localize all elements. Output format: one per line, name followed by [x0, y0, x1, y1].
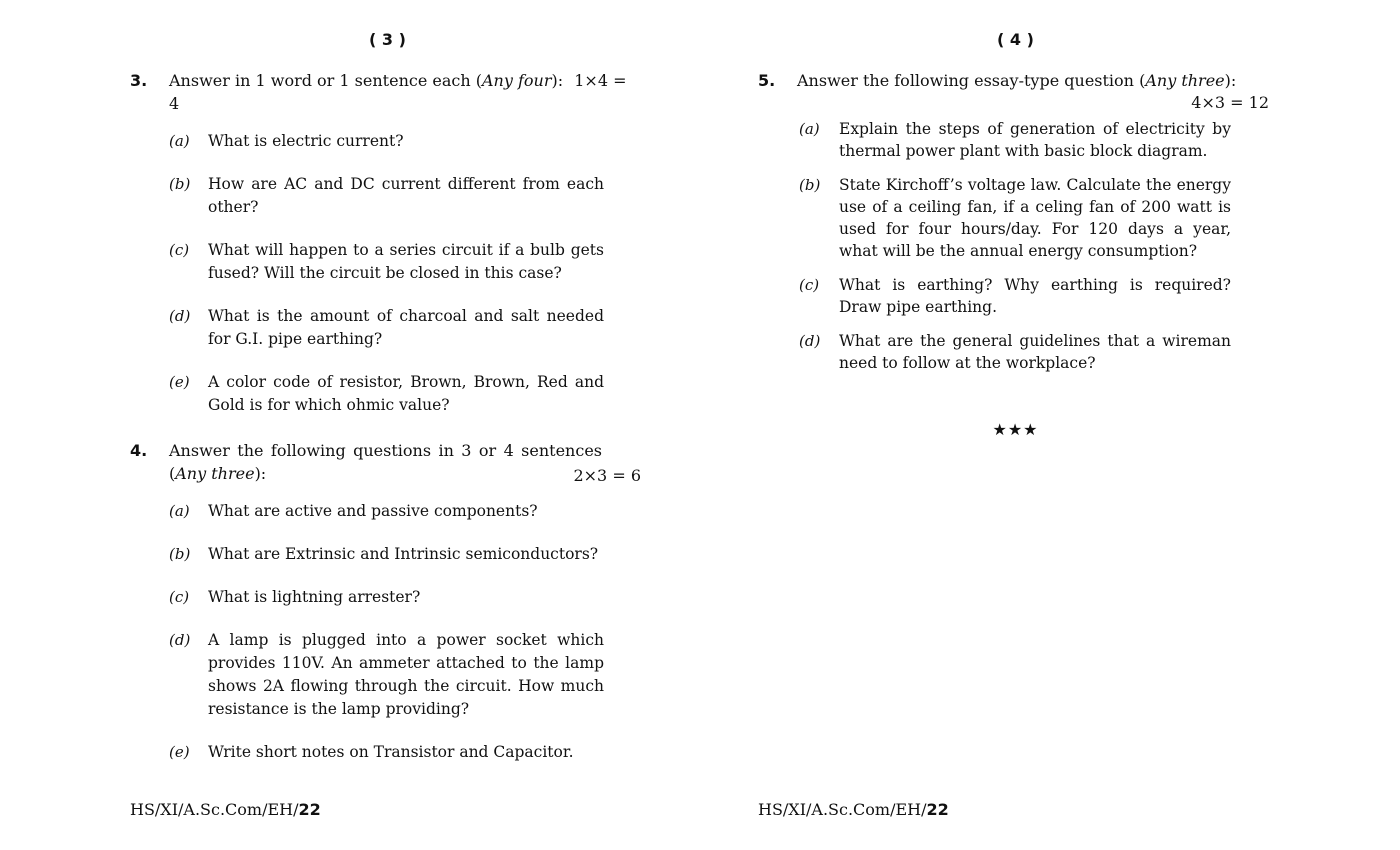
page-left [130, 0, 645, 850]
sub-text: What is the amount of charcoal and salt needed for G.I. pipe earthing? [208, 307, 604, 348]
sub-letter: (c) [799, 276, 820, 294]
sub-question [169, 305, 604, 351]
page-number: ( 4 ) [997, 30, 1034, 49]
sub-letter: (d) [169, 307, 191, 325]
question-number: 5. [758, 71, 776, 90]
sub-question [169, 173, 604, 219]
question-number: 4. [130, 441, 148, 460]
sub-question [169, 741, 604, 764]
sub-text: What are active and passive components? [208, 502, 538, 520]
sub-letter: (c) [169, 588, 190, 606]
marks: 2×3 = 6 [573, 466, 641, 485]
sub-question [799, 274, 1231, 318]
sub-question [169, 629, 604, 721]
question-instruction [169, 69, 641, 115]
sub-text: What will happen to a series circuit if a bulb gets fused? Will the circuit be closed in this case? [208, 241, 604, 282]
question-instruction [169, 439, 641, 485]
choice-text: Any four [482, 71, 552, 90]
question-5 [758, 69, 1273, 374]
sub-question [169, 543, 604, 566]
end-of-paper-stars: ★★★ [992, 420, 1039, 439]
question-3 [130, 69, 645, 417]
sub-text: A lamp is plugged into a power socket which provides 110V. An ammeter attached to the lamp shows 2A flowing through the circuit. How much resistance is the lamp providing? [208, 631, 604, 718]
instruction-text: Answer in 1 word or 1 sentence each [169, 71, 471, 90]
sub-text: Explain the steps of generation of electricity by thermal power plant with basic block diagram. [839, 120, 1231, 160]
sub-letter: (e) [169, 743, 190, 761]
page-number: ( 3 ) [369, 30, 406, 49]
sub-question [169, 130, 604, 153]
sub-text: What is electric current? [208, 132, 404, 150]
footer-code-text: HS/XI/A.Sc.Com/EH/ [130, 800, 299, 819]
choice-text: Any three [175, 464, 255, 483]
sub-questions [169, 500, 604, 764]
choice-text: Any three [1145, 71, 1225, 90]
sub-text: Write short notes on Transistor and Capacitor. [208, 743, 574, 761]
sub-question [169, 371, 604, 417]
sub-letter: (b) [799, 176, 821, 194]
footer-code [130, 800, 321, 819]
sub-letter: (e) [169, 373, 190, 391]
sub-letter: (a) [169, 132, 190, 150]
sub-text: How are AC and DC current different from each other? [208, 175, 604, 216]
sub-text: What are the general guidelines that a wireman need to follow at the workplace? [839, 332, 1231, 372]
question-4 [130, 439, 645, 764]
paren-open: ( [1139, 71, 1146, 90]
footer-code-number: 22 [298, 800, 321, 819]
sub-letter: (c) [169, 241, 190, 259]
footer-code-number: 22 [926, 800, 949, 819]
sub-letter: (a) [169, 502, 190, 520]
sub-letter: (b) [169, 175, 191, 193]
question-number: 3. [130, 71, 148, 90]
sub-question [169, 500, 604, 523]
sub-text: State Kirchoff’s voltage law. Calculate the energy use of a ceiling fan, if a celing fan of 200 watt is used for four hours/day. For 120 days a year, what will be the annual energy consumption? [839, 176, 1231, 260]
paren-open: ( [475, 71, 482, 90]
paren-close: ): [254, 464, 267, 483]
sub-questions [169, 130, 604, 417]
sub-text: What is lightning arrester? [208, 588, 421, 606]
sub-text: What are Extrinsic and Intrinsic semiconductors? [208, 545, 599, 563]
sub-letter: (d) [799, 332, 821, 350]
footer-code [758, 800, 949, 819]
paren-close: ): [1224, 71, 1237, 90]
instruction-text: Answer the following questions in 3 or 4 sentences [169, 441, 602, 460]
sub-letter: (b) [169, 545, 191, 563]
marks: 1×4 = 4 [169, 71, 627, 113]
page-right [758, 0, 1273, 850]
sub-question [169, 586, 604, 609]
sub-questions [799, 118, 1231, 374]
sub-question [169, 239, 604, 285]
question-instruction [797, 69, 1269, 114]
sub-text: A color code of resistor, Brown, Brown, Red and Gold is for which ohmic value? [208, 373, 604, 414]
footer-code-text: HS/XI/A.Sc.Com/EH/ [758, 800, 927, 819]
paren-close: ): [551, 71, 564, 90]
sub-letter: (d) [169, 631, 191, 649]
sub-question [799, 330, 1231, 374]
sub-question [799, 174, 1231, 262]
sub-question [799, 118, 1231, 162]
paren-open: ( [169, 464, 176, 483]
instruction-text: Answer the following essay-type question [797, 71, 1134, 90]
sub-letter: (a) [799, 120, 820, 138]
marks: 4×3 = 12 [1191, 93, 1269, 112]
sub-text: What is earthing? Why earthing is required? Draw pipe earthing. [839, 276, 1231, 316]
